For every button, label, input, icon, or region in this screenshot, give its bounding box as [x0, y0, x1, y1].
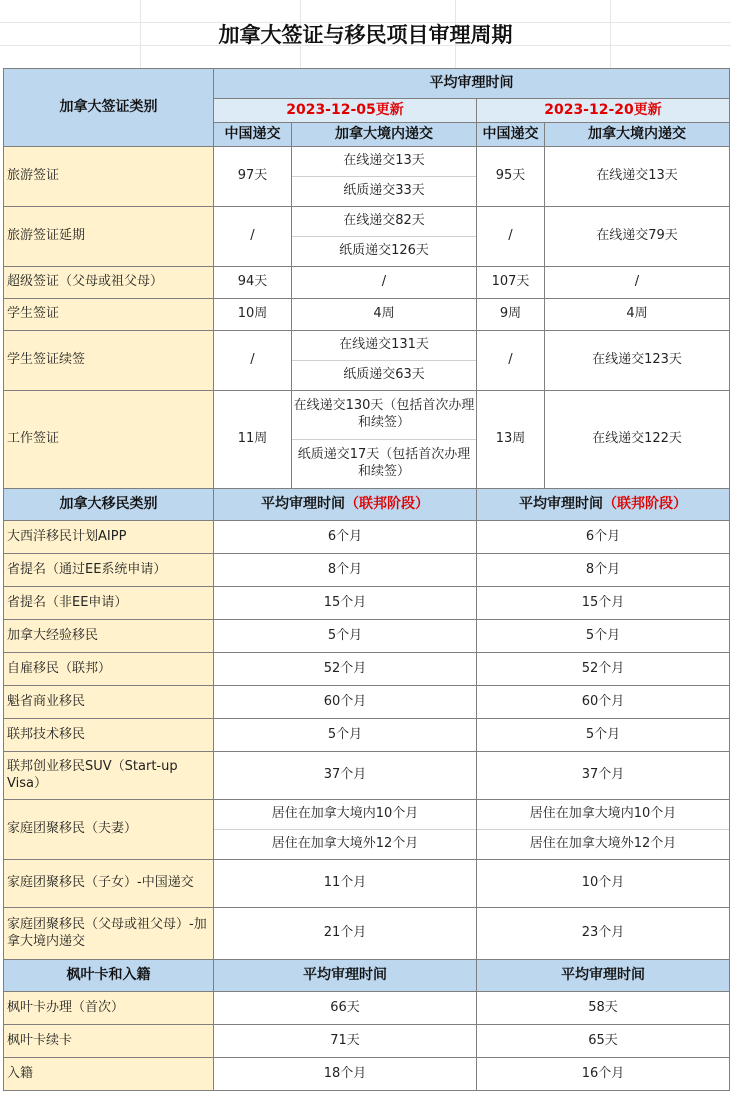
- time-ca-2: 在线递交123天: [545, 331, 730, 391]
- col-china-submit-1: 中国递交: [214, 123, 292, 147]
- section-header-row: [4, 489, 730, 521]
- time-line: 在线递交82天: [343, 213, 425, 229]
- update-date-1: 2023-12-05更新: [214, 99, 477, 123]
- avg-header-label: 平均审理时间: [261, 496, 345, 513]
- time-2: 65天: [477, 1025, 730, 1058]
- category-name: 学生签证: [4, 299, 214, 331]
- federal-stage-label: （联邦阶段）: [345, 496, 429, 513]
- time-ca-1: [292, 391, 477, 489]
- table-row: [4, 653, 730, 686]
- time-1: 71天: [214, 1025, 477, 1058]
- time-2: 6个月: [477, 521, 730, 554]
- table-row: [4, 860, 730, 908]
- immigration-category-header: 加拿大移民类别: [4, 489, 214, 521]
- time-2: 58天: [477, 992, 730, 1025]
- time-line: 在线递交130天（包括首次办理和续签）: [293, 398, 475, 430]
- time-cn-1: 94天: [214, 267, 292, 299]
- table-row: [4, 554, 730, 587]
- time-2: 60个月: [477, 686, 730, 719]
- time-line: 纸质递交126天: [292, 236, 476, 266]
- time-cn-1: /: [214, 207, 292, 267]
- table-row: [4, 908, 730, 960]
- time-line: 纸质递交63天: [292, 360, 476, 390]
- time-1: 6个月: [214, 521, 477, 554]
- page-title: 加拿大签证与移民项目审理周期: [218, 23, 513, 47]
- table-row: [4, 686, 730, 719]
- category-name: 联邦技术移民: [4, 719, 214, 752]
- time-cn-1: 97天: [214, 147, 292, 207]
- time-ca-1: 4周: [292, 299, 477, 331]
- immigration-avg-header-2: [477, 489, 730, 521]
- table-row: [4, 299, 730, 331]
- category-name: 自雇移民（联邦）: [4, 653, 214, 686]
- table-row: [4, 620, 730, 653]
- time-cn-1: /: [214, 331, 292, 391]
- pr-avg-header-2: [477, 960, 730, 992]
- federal-stage-label: （联邦阶段）: [603, 496, 687, 513]
- processing-time-table: [3, 68, 730, 1091]
- time-line: 在线递交13天: [343, 153, 425, 169]
- category-name: 家庭团聚移民（子女）-中国递交: [4, 860, 214, 908]
- time-ca-1: [292, 147, 477, 207]
- time-line: 居住在加拿大境内10个月: [271, 806, 419, 822]
- time-2: 5个月: [477, 719, 730, 752]
- category-name: 魁省商业移民: [4, 686, 214, 719]
- time-2: 10个月: [477, 860, 730, 908]
- time-cn-1: 10周: [214, 299, 292, 331]
- time-1: 5个月: [214, 719, 477, 752]
- category-name: 家庭团聚移民（父母或祖父母）-加拿大境内递交: [4, 908, 214, 960]
- time-ca-1: /: [292, 267, 477, 299]
- time-ca-1: [292, 207, 477, 267]
- avg-header-label: 平均审理时间: [561, 967, 645, 984]
- category-name: 超级签证（父母或祖父母）: [4, 267, 214, 299]
- time-line: 纸质递交33天: [292, 176, 476, 206]
- category-name: 入籍: [4, 1058, 214, 1091]
- category-name: 学生签证续签: [4, 331, 214, 391]
- table-row: [4, 719, 730, 752]
- update-date-2: 2023-12-20更新: [477, 99, 730, 123]
- time-line: 居住在加拿大境外12个月: [214, 829, 476, 859]
- category-name: 大西洋移民计划AIPP: [4, 521, 214, 554]
- time-line: 居住在加拿大境外12个月: [477, 829, 729, 859]
- time-ca-2: /: [545, 267, 730, 299]
- category-name: 家庭团聚移民（夫妻）: [4, 800, 214, 860]
- time-ca-2: 在线递交13天: [545, 147, 730, 207]
- table-row: [4, 331, 730, 391]
- pr-category-header: 枫叶卡和入籍: [4, 960, 214, 992]
- table-row: [4, 992, 730, 1025]
- time-ca-1: [292, 331, 477, 391]
- table-row: [4, 800, 730, 860]
- time-cn-2: 13周: [477, 391, 545, 489]
- visa-category-header: 加拿大签证类别: [4, 69, 214, 147]
- time-line: 在线递交131天: [339, 337, 429, 353]
- category-name: 加拿大经验移民: [4, 620, 214, 653]
- time-2: 37个月: [477, 752, 730, 800]
- time-cn-2: /: [477, 207, 545, 267]
- table-row: [4, 587, 730, 620]
- table-row: [4, 1025, 730, 1058]
- time-2: 16个月: [477, 1058, 730, 1091]
- table-row: [4, 147, 730, 207]
- time-cn-2: /: [477, 331, 545, 391]
- time-cn-2: 95天: [477, 147, 545, 207]
- category-name: 省提名（通过EE系统申请）: [4, 554, 214, 587]
- category-name: 工作签证: [4, 391, 214, 489]
- table-row: [4, 521, 730, 554]
- col-china-submit-2: 中国递交: [477, 123, 545, 147]
- pr-avg-header-1: [214, 960, 477, 992]
- time-ca-2: 4周: [545, 299, 730, 331]
- time-1: [214, 800, 477, 860]
- time-1: 52个月: [214, 653, 477, 686]
- time-1: 60个月: [214, 686, 477, 719]
- time-cn-2: 9周: [477, 299, 545, 331]
- table-row: [4, 1058, 730, 1091]
- time-ca-2: 在线递交79天: [545, 207, 730, 267]
- time-1: 5个月: [214, 620, 477, 653]
- time-1: 11个月: [214, 860, 477, 908]
- time-2: 5个月: [477, 620, 730, 653]
- time-cn-2: 107天: [477, 267, 545, 299]
- category-name: 枫叶卡办理（首次）: [4, 992, 214, 1025]
- time-1: 21个月: [214, 908, 477, 960]
- time-2: [477, 800, 730, 860]
- time-1: 15个月: [214, 587, 477, 620]
- immigration-avg-header-1: [214, 489, 477, 521]
- table-row: [4, 267, 730, 299]
- time-2: 8个月: [477, 554, 730, 587]
- time-line: 居住在加拿大境内10个月: [529, 806, 677, 822]
- table-row: [4, 752, 730, 800]
- time-1: 66天: [214, 992, 477, 1025]
- visa-avg-time-header: 平均审理时间: [214, 69, 730, 99]
- avg-header-label: 平均审理时间: [519, 496, 603, 513]
- time-line: 纸质递交17天（包括首次办理和续签）: [292, 439, 476, 488]
- category-name: 省提名（非EE申请）: [4, 587, 214, 620]
- time-1: 18个月: [214, 1058, 477, 1091]
- time-2: 52个月: [477, 653, 730, 686]
- time-1: 37个月: [214, 752, 477, 800]
- col-canada-submit-2: 加拿大境内递交: [545, 123, 730, 147]
- category-name: 联邦创业移民SUV（Start-up Visa）: [4, 752, 214, 800]
- time-ca-2: 在线递交122天: [545, 391, 730, 489]
- avg-header-label: 平均审理时间: [303, 967, 387, 984]
- category-name: 枫叶卡续卡: [4, 1025, 214, 1058]
- category-name: 旅游签证: [4, 147, 214, 207]
- section-header-row: [4, 960, 730, 992]
- table-row: [4, 391, 730, 489]
- time-1: 8个月: [214, 554, 477, 587]
- time-2: 15个月: [477, 587, 730, 620]
- category-name: 旅游签证延期: [4, 207, 214, 267]
- table-row: [4, 207, 730, 267]
- time-2: 23个月: [477, 908, 730, 960]
- col-canada-submit-1: 加拿大境内递交: [292, 123, 477, 147]
- time-cn-1: 11周: [214, 391, 292, 489]
